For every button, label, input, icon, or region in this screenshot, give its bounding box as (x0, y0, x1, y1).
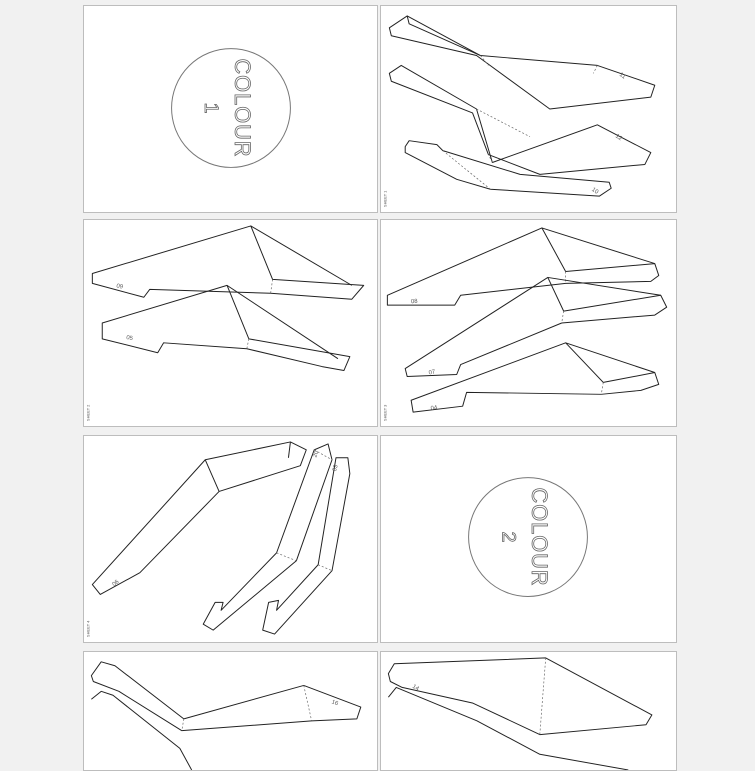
sheet-2-page (83, 219, 378, 427)
part-04 (411, 343, 659, 412)
sheet-label: SHEET 1 (382, 190, 388, 208)
part-20 (203, 444, 332, 630)
part-number-14: 14 (410, 683, 420, 693)
part-number-10: 10 (590, 186, 600, 196)
part-10 (405, 141, 611, 196)
sheet-4-page (83, 435, 378, 643)
colour-number: 1 (200, 102, 223, 114)
sheet-5-page (83, 651, 378, 771)
part-12 (389, 65, 650, 174)
sheet-label: SHEET 3 (382, 404, 388, 422)
sheet-6-page (380, 651, 677, 771)
part-06 (92, 442, 306, 595)
part-11 (389, 16, 654, 109)
colour-word: COLOUR (526, 487, 552, 587)
colour-word: COLOUR (229, 58, 255, 158)
papercraft-template-sheet (80, 0, 680, 755)
sheet-3-page (380, 219, 677, 427)
colour-number: 2 (497, 531, 520, 543)
part-number-03: 03 (332, 464, 340, 473)
sheet-1-page (380, 5, 677, 213)
part-number-07: 07 (428, 369, 436, 377)
part-number-09: 09 (115, 283, 124, 291)
sheet-label: SHEET 4 (85, 620, 91, 638)
part-03 (263, 458, 350, 634)
part-number-08: 08 (410, 298, 418, 306)
part-05 (102, 285, 350, 370)
part-16 (91, 662, 360, 770)
part-14 (388, 658, 652, 770)
part-number-06: 06 (111, 579, 121, 589)
part-07 (405, 277, 666, 376)
sheet-label: SHEET 2 (85, 404, 91, 422)
part-number-04: 04 (430, 405, 438, 413)
part-number-05: 05 (125, 334, 134, 343)
part-number-12: 12 (614, 133, 623, 143)
part-number-16: 16 (330, 699, 339, 708)
colour-2-page (380, 435, 677, 643)
part-number-11: 11 (617, 72, 627, 81)
part-number-20: 20 (312, 450, 321, 459)
colour-1-page (83, 5, 378, 213)
